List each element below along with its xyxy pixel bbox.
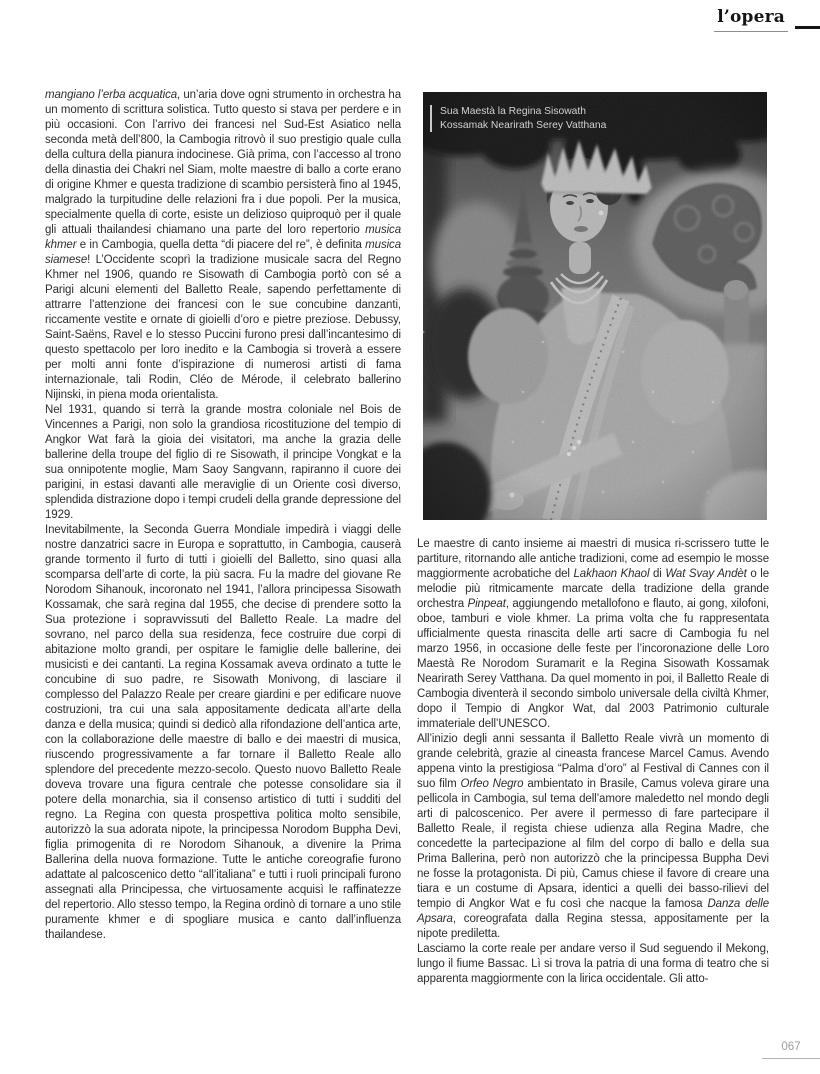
left-column [45,88,401,943]
caption-line-1: Sua Maestà la Regina Sisowath [440,106,586,117]
right-column [417,537,769,987]
masthead-title: l’opera [714,7,788,32]
photo-frame [423,92,767,520]
page-number: 067 [762,1041,820,1059]
paragraph: All’inizio degli anni sessanta il Balletto Reale vivrà un momento di grande celebrità, grazie al cineasta francese Marcel Camus. Avendo appena vinto la prestigiosa “Palma d’oro” al Festival di Cannes con il suo film Orfeo Negro ambientato in Brasile, Camus voleva girare una pellicola in Cambogia, sul tema dell’amore maledetto nel mondo degli arti di palcoscenico. Per avere il permesso di fare partecipare il Balletto Reale, il regista chiese udienza alla Regina Madre, che concedette la partecipazione al film del corpo di ballo e della sua Prima Ballerina, però non autorizzò che la principessa Buppha Devi ne fosse la protagonista. Di più, Camus chiese il favore di creare una tiara e un costume di Apsara, identici a quelli dei basso-rilievi del tempio di Angkor Wat e fu così che nacque la famosa Danza delle Apsara, coreografata dalla Regina stessa, appositamente per la nipote prediletta. [417,733,770,940]
queen-portrait-photo [423,92,767,520]
paragraph: Lasciamo la corte reale per andare verso il Sud seguendo il Mekong, lungo il fiume Bassac. Lì si trova la patria di una forma di teatro che si apparenta maggiormente con la lirica occidentale. Gli atto- [417,943,769,985]
caption-line-2: Kossamak Nearirath Serey Vatthana [440,119,607,131]
masthead [714,7,820,32]
paragraph: Inevitabilmente, la Seconda Guerra Mondiale impedirà i viaggi delle nostre danzatrici sacre in Europa e soprattutto, in Cambogia, causerà grande tormento il furto di tutti i gioielli del Balletto, sino quasi alla scomparsa dell’arte di corte, la più sacra. Fu la madre del giovane Re Norodom Sihanouk, incoronato nel 1941, l’allora principessa Sisowath Kossamak, che sarà regina dal 1955, che decise di prendere sotto la Sua protezione i sopravvissuti del Balletto Reale. La madre del sovrano, nel parco della sua residenza, fece costruire due corpi di abitazione molto grandi, per ospitare le famiglie delle ballerine, dei musicisti e dei cantanti. La regina Kossamak aveva ordinato a tutte le concubine di suo padre, re Sisowath Monivong, di lasciare il complesso del Palazzo Reale per creare giardini e per edificare nuove costruzioni, tra cui una sala appositamente dedicata all’arte della danza e della musica; quindi si dedicò alla rifondazione dell’antica arte, con la collaborazione delle maestre di ballo e dei maestri di musica, riuscendo progressivamente a far tornare il Balletto Reale allo splendore del precedente mezzo-secolo. Questo nuovo Balletto Reale doveva trovare una figura centrale che potesse consolidare sia il potere della monarchia, sia il consenso artistico di tutti i sudditi del regno. La Regina con questa prospettiva politica molto sensibile, autorizzò la sua adorata nipote, la principessa Norodom Buppha Devi, figlia primogenita di re Norodom Sihanouk, a divenire la Prima Ballerina della nuova formazione. Tutte le antiche coreografie furono adattate al palcoscenico detto “all’italiana” e tutti i ruoli principali furono assegnati alla Principessa, che virtuosamente acquisì le raffinatezze del repertorio. Allo stesso tempo, la Regina ordinò di tornare a uno stile puramente khmer e di spogliare musica e canto dall’influenza thailandese. [45,524,401,941]
paragraph: Nel 1931, quando si terrà la grande mostra coloniale nel Bois de Vincennes a Parigi, non solo la grandiosa ricostituzione del tempio di Angkor Wat farà la gioia dei visitatori, ma anche la grazia delle ballerine della troupe del figlio di re Sisowath, il principe Vongkat e la sua onnipotente moglie, Mam Saoy Sangvann, rapiranno il cuore dei parigini, in estasi davanti alle meraviglie di un Oriente così diverso, splendida distrazione dopo i tempi crudeli della grande depressione del 1929. [45,404,401,521]
masthead-rule [795,26,820,30]
paragraph: mangiano l’erba acquatica, un’aria dove ogni strumento in orchestra ha un momento di scrittura solistica. Tutto questo si stava per perdere e in più occasioni. Con l’arrivo dei francesi nel Sud-Est Asiatico nella seconda metà dell’800, la Cambogia ritrovò il suo prestigio quale culla della cultura della pianura indocinese. Già prima, con l’accesso al trono della dinastia dei Chakri nel Siam, molte maestre di ballo a corte erano di origine Khmer e questa tradizione di scambio persisterà fino al 1945, malgrado la turpitudine delle relazioni fra i due popoli. Per la musica, specialmente quella di corte, esiste un delizioso quiproquò per il quale gli attuali thailandesi chiamano una parte del loro repertorio musica khmer e in Cambogia, quella detta “di piacere del re”, è definita musica siamese! L’Occidente scoprì la tradizione musicale sacra del Regno Khmer nel 1906, quando re Sisowath di Cambogia portò con sé a Parigi alcuni elementi del Balletto Reale, sapendo perfettamente di attrarre l’attenzione dei francesi con le sue concubine danzanti, riccamente vestite e ornate di gioielli d’oro e pietre preziose. Debussy, Saint-Saëns, Ravel e lo stesso Puccini furono presi dall’incantesimo di questo spettacolo per loro inedito e la Cambogia si troverà a essere per molti anni fonte d’ispirazione di numerosi artisti di fama internazionale, tali Rodin, Cléo de Mérode, il celebrato ballerino Nijinski, in piena moda orientalista. [45,89,401,401]
photo-caption [430,105,606,132]
paragraph: Le maestre di canto insieme ai maestri di musica ri-scrissero tutte le partiture, ritornando alle antiche tradizioni, come ad esempio le mosse maggiormente acrobatiche del Lakhaon Khaol di Wat Svay Andèt o le melodie più ritmicamente marcate della tradizione della grande orchestra Pinpeat, aggiungendo metallofono e flauto, ai gong, xilofoni, oboe, tamburi e viole khmer. La prima volta che fu rappresentata ufficialmente questa rinascita delle arti sacre di Cambogia fu nel marzo 1956, in occasione delle feste per l’incoronazione delle Loro Maestà Re Norodom Suramarit e la Regina Sisowath Kossamak Nearirath Serey Vatthana. Da quel momento in poi, il Balletto Reale di Cambogia diventerà il secondo simbolo universale della civiltà Khmer, dopo il Tempio di Angkor Wat, dal 2003 Patrimonio culturale immateriale dell’UNESCO. [417,538,770,730]
